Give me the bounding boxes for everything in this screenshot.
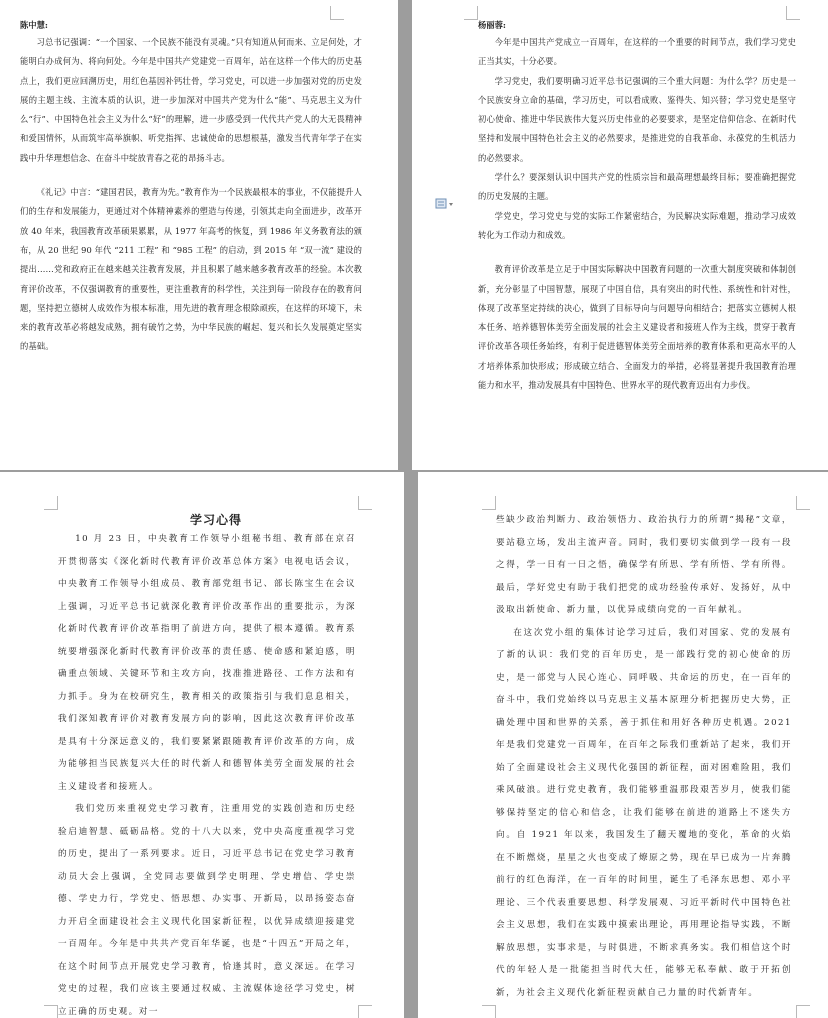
author-name: 杨丽蓉:: [478, 20, 506, 30]
page-body[interactable]: [58, 528, 356, 1018]
document-title: 学习心得: [189, 513, 242, 527]
margin-corner-mark: [358, 1005, 372, 1018]
comment-icon[interactable]: [435, 198, 457, 210]
margin-corner-mark: [482, 1005, 496, 1018]
paragraph: 我们党历来重视党史学习教育，注重用党的实践创造和历史经验启迪智慧、砥砺品格。党的十八大以来，党中央高度重视学习党的历史，提出了一系列要求。近日，习近平总书记在党史学习教育动员大会上强调，全党同志要做到学史明理、学史增信、学史崇德、学史力行，学党史、悟思想、办实事、开新局，以昂扬姿态奋力开启全面建设社会主义现代化国家新征程，以优异成绩迎接建党一百周年。今年是中共共产党百年华诞，也是“十四五”开局之年，在这个时间节点开展党史学习教育，恰逢其时，意义深远。在学习党史的过程，我们应该主要通过权威、主流媒体途径学习党史，树立正确的历史观。对一: [58, 804, 356, 1017]
page-body[interactable]: [20, 33, 362, 357]
paragraph: 学什么？要深刻认识中国共产党的性质宗旨和最高理想最终目标；要准确把握党的历史发展的主题。: [478, 172, 796, 202]
margin-corner-mark: [786, 6, 800, 20]
paragraph: 学习党史，我们要明确习近平总书记强调的三个重大问题：为什么学？历史是一个民族安身立命的基础，学习历史，可以看成败、鉴得失、知兴替；学习党史是坚守初心使命、推进中华民族伟大复兴历史伟业的必要要求，是坚定信仰信念、在新时代坚持和发展中国特色社会主义的必然要求，是推进党的自我革命、永葆党的生机活力的必然要求。: [478, 75, 796, 163]
paragraph: 学党史，学习党史与党的实际工作紧密结合，为民解决实际难题，推动学习成效转化为工作动力和成效。: [478, 210, 796, 240]
margin-corner-mark: [796, 496, 810, 510]
margin-corner-mark: [330, 6, 344, 20]
margin-corner-mark: [464, 6, 478, 20]
paragraph: 10 月 23 日，中央教育工作领导小组秘书组、教育部在京召开贯彻落实《深化新时代教育评价改革总体方案》电视电话会议，中央教育工作领导小组成员、教育部党组书记、部长陈宝生在会议上强调，习近平总书记就深化教育评价改革作出的重要批示，为深化新时代教育评价改革指明了前进方向，提供了根本遵循。教育系统要增强深化新时代教育评价改革的责任感、使命感和紧迫感，明确重点领域、关键环节和主攻方向，找准推进路径、工作方法和有力抓手。身为在校研究生，教育相关的政策指引与我们息息相关，我们深知教育评价对教育发展方向的影响，因此这次教育评价改革是具有十分深远意义的，我们要紧紧跟随教育评价改革的方向，成为能够担当民族复兴大任的时代新人和德智体美劳全面发展的社会主义建设者和接班人。: [58, 534, 356, 792]
paragraph: 《礼记》中言：“建国君民，教育为先。”教育作为一个民族最根本的事业，不仅能提升人们的生存和发展能力，更通过对个体精神素养的塑造与传递，引领其走向全面进步，改革开放 40 年来，我国教育改革硕果累累，从 1977 年高考的恢复，到 1986 年义务教育法的颁布，从 20 世纪 90 年代 “211 工程” 和 “985 工程” 的启动，到 2015 年 “双一流” 建设的提出……党和政府正在越来越关注教育发展，并且积累了越来越多教育改革的经验。本次教育评价改革，不仅强调教育的重要性，更注重教育的科学性，关注到每一阶段存在的教育问题，坚持把立德树人成效作为根本标准，用先进的教育理念根除顽疾，在这样的环境下，未来的教育改革必将越发成熟，拥有破竹之势，为中华民族的崛起、复兴和长久发展奠定坚实的基础。: [20, 187, 362, 352]
page-body[interactable]: [496, 509, 792, 1004]
paragraph: 些缺少政治判断力、政治领悟力、政治执行力的所谓“揭秘”文章，要站稳立场，发出主流声音。同时，我们要切实做到学一段有一段之得，学一日有一日之悟，确保学有所思、学有所悟、学有所得。最后，学好党史有助于我们把党的成功经验传承好、发扬好，从中汲取出新使命、新力量，以优异成绩向党的一百年献礼。: [496, 515, 792, 615]
paragraph: 教育评价改革是立足于中国实际解决中国教育问题的一次重大制度突破和体制创新，充分彰显了中国智慧，展现了中国自信，具有突出的时代性、系统性和针对性，体现了改革坚定持续的决心，做到了目标导向与问题导向相结合；把落实立德树人根本任务、培养德智体美劳全面发展的社会主义建设者和接班人作为主线，贯穿于教育评价改革各项任务始终，有利于促进德智体美劳全面培养的教育体系和更高水平的人才培养体系加快形成；形成破立结合、全面发力的举措，必将显著提升我国教育治理能力和水平，推动发展具有中国特色、世界水平的现代教育迈出有力步伐。: [478, 264, 796, 391]
margin-corner-mark: [44, 1005, 58, 1018]
page-body[interactable]: [478, 33, 796, 395]
paragraph: 习总书记强调：“一个国家、一个民族不能没有灵魂。”只有知道从何而来、立足何处，才能明白办成何为、将向何处。今年是中国共产党建党一百周年，站在这样一个伟大的历史基点上，我们更应回溯历史，用红色基因补钙壮骨，学习党史，可以进一步加强对党的历史发展的主题主线、主流本质的认识，进一步加深对中国共产党为什么“能”、马克思主义为什么“行”、中国特色社会主义为什么“好”的理解，进一步感受到一代代共产党人的大无畏精神和爱国情怀，从而筑牢高举旗帜、听党指挥、忠诚使命的思想根基，激发当代青年学子在实践中升华理想信念、在奋斗中绽放青春之花的昂扬斗志。: [20, 37, 362, 163]
author-name: 陈中慧:: [20, 20, 48, 30]
margin-corner-mark: [44, 496, 58, 510]
document-page-4: [418, 472, 828, 1018]
document-page-2: [412, 0, 828, 470]
document-page-3: [0, 472, 404, 1018]
margin-corner-mark: [796, 1005, 810, 1018]
margin-corner-mark: [482, 496, 496, 510]
paragraph: 今年是中国共产党成立一百周年，在这样的一个重要的时间节点，我们学习党史正当其实，十分必要。: [478, 37, 796, 67]
margin-corner-mark: [358, 496, 372, 510]
paragraph: 在这次党小组的集体讨论学习过后，我们对国家、党的发展有了新的认识：我们党的百年历史，是一部践行党的初心使命的历史，是一部党与人民心连心、同呼吸、共命运的历史，在一百年的奋斗中，我们党始终以马克思主义基本原理分析把握历史大势，正确处理中国和世界的关系，善于抓住和用好各种历史机遇。2021 年是我们党建党一百周年，在百年之际我们重新站了起来，我们开始了全面建设社会主义现代化强国的新征程，面对困难险阻，我们乘风破浪。进行党史教育，我们能够重温那段艰苦岁月，使我们能够保持坚定的信心和信念，让我们能够在前进的道路上不迷失方向。自 1921 年以来，我国发生了翻天覆地的变化，革命的火焰在不断燃烧，星星之火也变成了燎原之势，现在早已成为一片奔腾前行的红色海洋，在一百年的时间里，诞生了毛泽东思想、邓小平理论、三个代表重要思想、科学发展观、习近平新时代中国特色社会主义思想，我们在实践中摸索出理论，再用理论指导实践，不断解放思想，实事求是，与时俱进，不断求真务实。我们相信这个时代的年轻人是一批能担当时代大任，能够无私奉献、敢于开拓创新，为社会主义现代化新征程贡献自己力量的时代新青年。: [496, 627, 792, 998]
document-page-1: [0, 0, 398, 470]
